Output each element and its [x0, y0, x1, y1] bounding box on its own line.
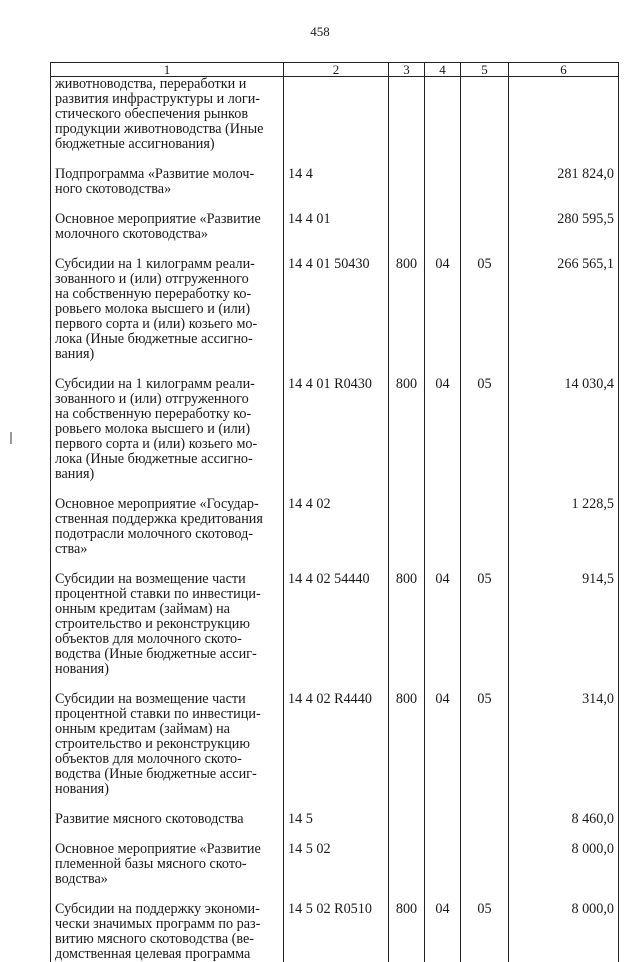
expense-name-cell: [51, 377, 284, 482]
spacer-cell: [461, 152, 509, 167]
expense-name-line: вания): [55, 347, 279, 362]
spacer-cell: [425, 887, 461, 902]
expense-name-line: ного скотоводства»: [55, 182, 279, 197]
expense-name-line: нования): [55, 662, 279, 677]
expense-type-cell: [389, 812, 425, 827]
expense-name-line: Субсидии на возмещение части: [55, 572, 279, 587]
table-header-row: [51, 63, 619, 77]
spacer-cell: [389, 677, 425, 692]
expense-name-line: Основное мероприятие «Государ-: [55, 497, 279, 512]
target-article-cell: 14 5 02 R0510: [284, 902, 389, 962]
spacer-cell: [425, 797, 461, 812]
page-number: 458: [0, 24, 640, 40]
row-spacer: [51, 827, 619, 842]
spacer-cell: [509, 827, 619, 842]
spacer-cell: [51, 482, 284, 497]
spacer-cell: [389, 242, 425, 257]
expense-name-line: водства»: [55, 872, 279, 887]
spacer-cell: [509, 152, 619, 167]
spacer-cell: [425, 197, 461, 212]
amount-cell: 914,5: [509, 572, 619, 677]
spacer-cell: [284, 362, 389, 377]
spacer-cell: [51, 197, 284, 212]
table-row: [51, 377, 619, 482]
expense-name-cell: [51, 842, 284, 887]
row-spacer: [51, 557, 619, 572]
expense-name-line: водства (Иные бюджетные ассиг-: [55, 647, 279, 662]
amount-cell: 1 228,5: [509, 497, 619, 557]
expense-type-cell: [389, 842, 425, 887]
spacer-cell: [509, 242, 619, 257]
subsection-cell: [461, 842, 509, 887]
target-article-cell: [284, 77, 389, 153]
expense-name-line: лока (Иные бюджетные ассигно-: [55, 452, 279, 467]
spacer-cell: [389, 152, 425, 167]
column-header: 1: [51, 63, 284, 77]
spacer-cell: [425, 827, 461, 842]
spacer-cell: [425, 677, 461, 692]
subsection-cell: 05: [461, 377, 509, 482]
table-row: [51, 257, 619, 362]
expense-name-line: Подпрограмма «Развитие молоч-: [55, 167, 279, 182]
spacer-cell: [389, 887, 425, 902]
spacer-cell: [389, 197, 425, 212]
expense-name-line: стического обеспечения рынков: [55, 107, 279, 122]
table-row: [51, 812, 619, 827]
spacer-cell: [461, 482, 509, 497]
spacer-cell: [461, 362, 509, 377]
expense-name-cell: [51, 212, 284, 242]
row-spacer: [51, 482, 619, 497]
section-cell: [425, 77, 461, 153]
expense-type-cell: [389, 167, 425, 197]
spacer-cell: [51, 677, 284, 692]
expense-name-line: строительство и реконструкцию: [55, 617, 279, 632]
expense-name-line: племенной базы мясного ското-: [55, 857, 279, 872]
expense-name-line: подотрасли молочного скотовод-: [55, 527, 279, 542]
expense-name-line: зованного и (или) отгруженного: [55, 392, 279, 407]
section-cell: [425, 212, 461, 242]
expense-name-line: вания): [55, 467, 279, 482]
expense-name-line: на собственную переработку ко-: [55, 287, 279, 302]
row-spacer: [51, 242, 619, 257]
expense-name-cell: [51, 692, 284, 797]
expense-name-line: водства (Иные бюджетные ассиг-: [55, 767, 279, 782]
scan-mark: [10, 432, 12, 444]
target-article-cell: 14 4 02 R4440: [284, 692, 389, 797]
spacer-cell: [389, 827, 425, 842]
subsection-cell: 05: [461, 572, 509, 677]
expense-name-line: развития инфраструктуры и логи-: [55, 92, 279, 107]
spacer-cell: [425, 152, 461, 167]
spacer-cell: [51, 152, 284, 167]
subsection-cell: [461, 212, 509, 242]
spacer-cell: [389, 482, 425, 497]
spacer-cell: [461, 242, 509, 257]
section-cell: 04: [425, 377, 461, 482]
expense-name-line: онным кредитам (займам) на: [55, 602, 279, 617]
section-cell: [425, 167, 461, 197]
target-article-cell: 14 4 01 R0430: [284, 377, 389, 482]
subsection-cell: [461, 812, 509, 827]
table-row: [51, 497, 619, 557]
spacer-cell: [461, 677, 509, 692]
spacer-cell: [509, 557, 619, 572]
spacer-cell: [389, 797, 425, 812]
target-article-cell: 14 5 02: [284, 842, 389, 887]
column-header: 6: [509, 63, 619, 77]
expense-name-line: Субсидии на возмещение части: [55, 692, 279, 707]
expense-name-line: животноводства, переработки и: [55, 77, 279, 92]
expense-name-line: Субсидии на 1 килограмм реали-: [55, 377, 279, 392]
table-row: [51, 167, 619, 197]
expense-name-line: онным кредитам (займам) на: [55, 722, 279, 737]
expense-name-line: молочного скотоводства»: [55, 227, 279, 242]
spacer-cell: [284, 152, 389, 167]
target-article-cell: 14 4 01: [284, 212, 389, 242]
amount-cell: 314,0: [509, 692, 619, 797]
target-article-cell: 14 4 01 50430: [284, 257, 389, 362]
table-row: [51, 692, 619, 797]
expense-name-line: зованного и (или) отгруженного: [55, 272, 279, 287]
expense-type-cell: [389, 497, 425, 557]
subsection-cell: [461, 167, 509, 197]
expense-name-line: первого сорта и (или) козьего мо-: [55, 437, 279, 452]
expense-name-line: процентной ставки по инвестици-: [55, 707, 279, 722]
spacer-cell: [284, 242, 389, 257]
spacer-cell: [51, 827, 284, 842]
row-spacer: [51, 197, 619, 212]
expense-name-line: Субсидии на 1 килограмм реали-: [55, 257, 279, 272]
expense-name-line: бюджетные ассигнования): [55, 137, 279, 152]
row-spacer: [51, 152, 619, 167]
spacer-cell: [461, 827, 509, 842]
amount-cell: 8 000,0: [509, 902, 619, 962]
amount-cell: 14 030,4: [509, 377, 619, 482]
row-spacer: [51, 362, 619, 377]
expense-type-cell: 800: [389, 902, 425, 962]
expense-type-cell: 800: [389, 257, 425, 362]
expense-name-line: ственная поддержка кредитования: [55, 512, 279, 527]
spacer-cell: [284, 557, 389, 572]
spacer-cell: [51, 797, 284, 812]
expense-name-cell: [51, 497, 284, 557]
spacer-cell: [284, 197, 389, 212]
row-spacer: [51, 677, 619, 692]
expense-type-cell: 800: [389, 572, 425, 677]
spacer-cell: [389, 362, 425, 377]
expense-name-cell: [51, 257, 284, 362]
spacer-cell: [284, 482, 389, 497]
column-header: 4: [425, 63, 461, 77]
spacer-cell: [284, 797, 389, 812]
table-row: [51, 77, 619, 153]
expense-name-line: Субсидии на поддержку экономи-: [55, 902, 279, 917]
table-row: [51, 842, 619, 887]
spacer-cell: [284, 677, 389, 692]
table-row: [51, 212, 619, 242]
expense-name-line: первого сорта и (или) козьего мо-: [55, 317, 279, 332]
section-cell: [425, 497, 461, 557]
expense-type-cell: 800: [389, 377, 425, 482]
amount-cell: [509, 77, 619, 153]
section-cell: 04: [425, 692, 461, 797]
expense-name-line: витию мясного скотоводства (ве-: [55, 932, 279, 947]
expense-name-line: ровьего молока высшего и (или): [55, 422, 279, 437]
expense-name-line: домственная целевая программа: [55, 947, 279, 962]
spacer-cell: [425, 362, 461, 377]
column-header: 3: [389, 63, 425, 77]
section-cell: 04: [425, 902, 461, 962]
subsection-cell: [461, 77, 509, 153]
spacer-cell: [461, 797, 509, 812]
spacer-cell: [509, 362, 619, 377]
table-body: [51, 77, 619, 962]
section-cell: 04: [425, 257, 461, 362]
column-header: 5: [461, 63, 509, 77]
expense-name-line: строительство и реконструкцию: [55, 737, 279, 752]
spacer-cell: [509, 797, 619, 812]
target-article-cell: 14 4: [284, 167, 389, 197]
section-cell: [425, 842, 461, 887]
subsection-cell: [461, 497, 509, 557]
row-spacer: [51, 797, 619, 812]
section-cell: 04: [425, 572, 461, 677]
expense-name-cell: [51, 77, 284, 153]
amount-cell: 266 565,1: [509, 257, 619, 362]
spacer-cell: [51, 887, 284, 902]
spacer-cell: [509, 887, 619, 902]
expense-type-cell: [389, 77, 425, 153]
spacer-cell: [461, 887, 509, 902]
section-cell: [425, 812, 461, 827]
spacer-cell: [51, 557, 284, 572]
expense-name-line: лока (Иные бюджетные ассигно-: [55, 332, 279, 347]
spacer-cell: [51, 242, 284, 257]
expense-name-line: Основное мероприятие «Развитие: [55, 842, 279, 857]
expense-name-cell: [51, 167, 284, 197]
expense-name-line: Основное мероприятие «Развитие: [55, 212, 279, 227]
spacer-cell: [425, 242, 461, 257]
expense-name-line: нования): [55, 782, 279, 797]
amount-cell: 8 460,0: [509, 812, 619, 827]
expense-type-cell: [389, 212, 425, 242]
expense-name-line: процентной ставки по инвестици-: [55, 587, 279, 602]
table-row: [51, 902, 619, 962]
expense-name-line: объектов для молочного ското-: [55, 752, 279, 767]
subsection-cell: 05: [461, 257, 509, 362]
budget-table: [50, 62, 619, 962]
target-article-cell: 14 4 02 54440: [284, 572, 389, 677]
row-spacer: [51, 887, 619, 902]
expense-name-line: ства»: [55, 542, 279, 557]
spacer-cell: [425, 482, 461, 497]
expense-name-cell: [51, 572, 284, 677]
spacer-cell: [51, 362, 284, 377]
column-header: 2: [284, 63, 389, 77]
expense-name-line: ровьего молока высшего и (или): [55, 302, 279, 317]
target-article-cell: 14 4 02: [284, 497, 389, 557]
expense-name-line: продукции животноводства (Иные: [55, 122, 279, 137]
spacer-cell: [389, 557, 425, 572]
spacer-cell: [284, 827, 389, 842]
spacer-cell: [425, 557, 461, 572]
expense-name-line: Развитие мясного скотоводства: [55, 812, 279, 827]
amount-cell: 280 595,5: [509, 212, 619, 242]
spacer-cell: [284, 887, 389, 902]
spacer-cell: [509, 197, 619, 212]
subsection-cell: 05: [461, 692, 509, 797]
subsection-cell: 05: [461, 902, 509, 962]
target-article-cell: 14 5: [284, 812, 389, 827]
amount-cell: 8 000,0: [509, 842, 619, 887]
spacer-cell: [461, 557, 509, 572]
expense-name-line: объектов для молочного ското-: [55, 632, 279, 647]
expense-type-cell: 800: [389, 692, 425, 797]
expense-name-cell: [51, 902, 284, 962]
amount-cell: 281 824,0: [509, 167, 619, 197]
expense-name-line: чески значимых программ по раз-: [55, 917, 279, 932]
expense-name-line: на собственную переработку ко-: [55, 407, 279, 422]
spacer-cell: [509, 482, 619, 497]
spacer-cell: [461, 197, 509, 212]
spacer-cell: [509, 677, 619, 692]
table-row: [51, 572, 619, 677]
expense-name-cell: [51, 812, 284, 827]
